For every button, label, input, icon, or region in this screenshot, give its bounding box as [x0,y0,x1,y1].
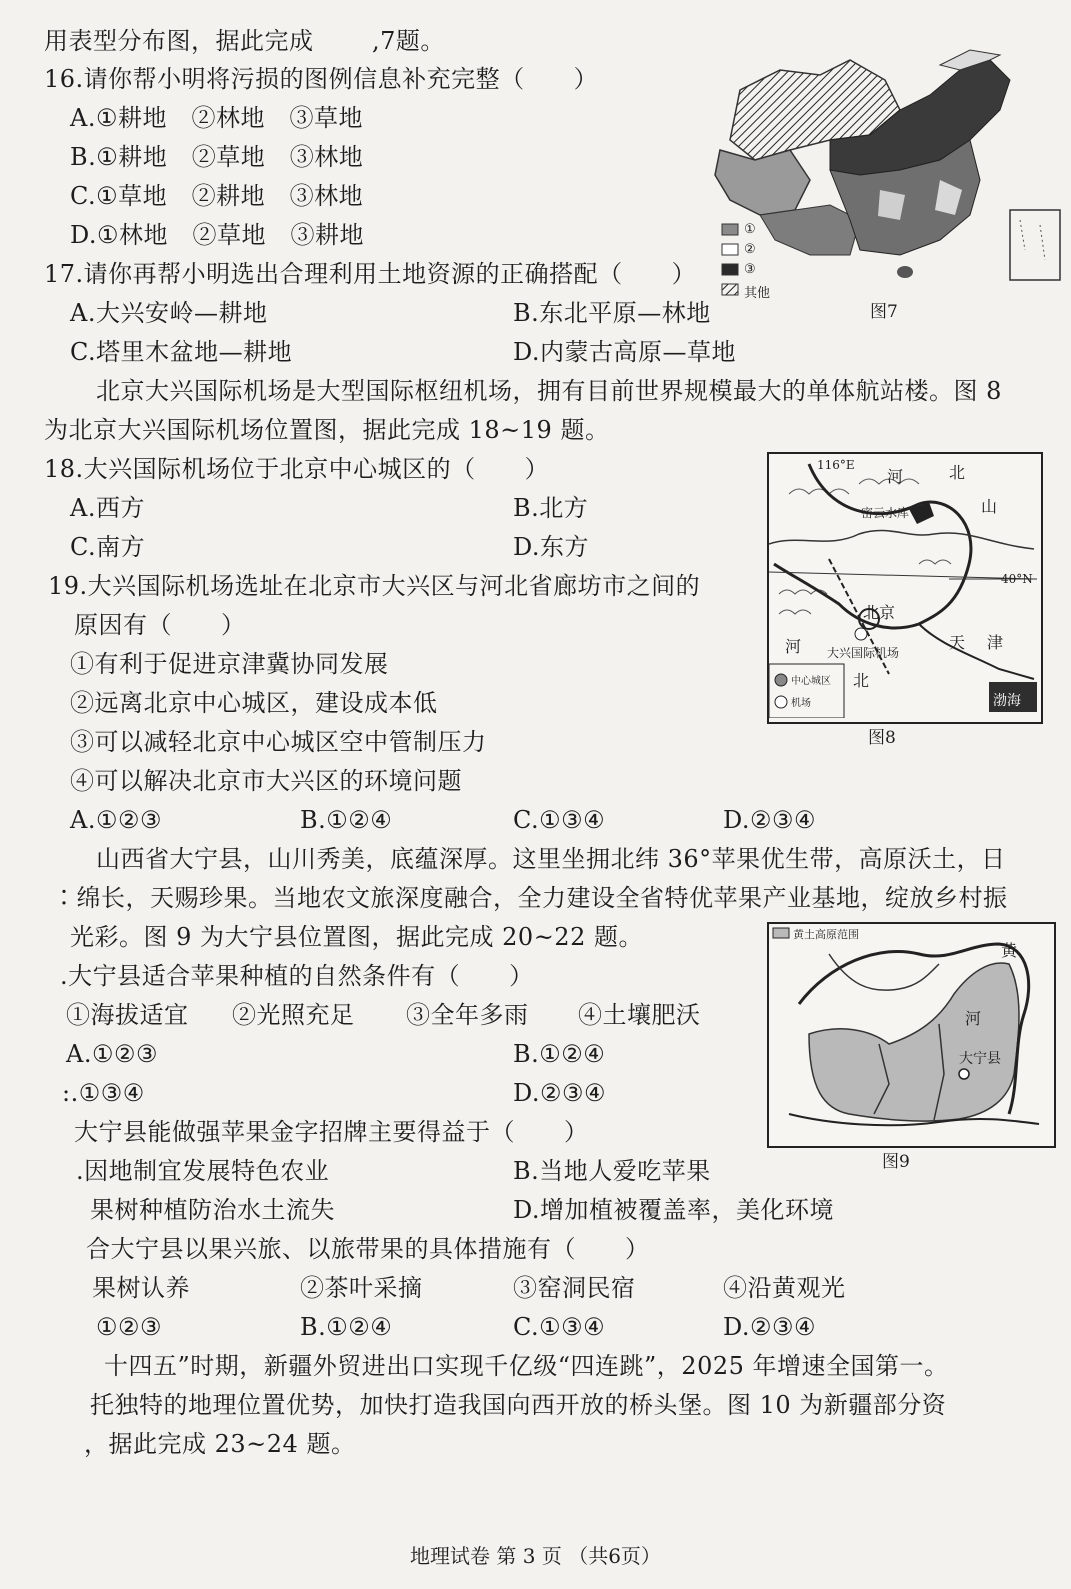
option-21a: .因地制宜发展特色农业 [76,1157,330,1185]
label-shan: 山 [981,497,998,516]
option-18b: B.北方 [513,494,589,522]
passage-xinjiang-3: ，据此完成 23~24 题。 [84,1430,356,1458]
passage-xinjiang-2: 托独特的地理位置优势，加快打造我国向西开放的桥头堡。图 10 为新疆部分资 [90,1391,947,1419]
option-19b: B.①②④ [300,806,393,834]
option-19c: C.①③④ [513,806,606,834]
option-20a: A.①②③ [66,1040,159,1068]
option-22b: B.①②④ [300,1313,393,1341]
option-18c: C.南方 [70,533,146,561]
question-18: 18.大兴国际机场位于北京中心城区的（ ） [44,455,550,483]
legend-airport: 机场 [791,698,811,709]
legend-loess-plateau: 黄土高原范围 [793,928,859,941]
condition-20-1: ①海拔适宜 [66,1001,189,1029]
statement-19-2: ②远离北京中心城区，建设成本低 [70,689,438,717]
figure-9-daning-map [767,922,1056,1148]
label-he: 河 [965,1009,982,1028]
legend-item-other: 其他 [744,286,771,301]
option-20c: :.①③④ [62,1079,145,1107]
option-20d: D.②③④ [513,1079,607,1107]
passage-daning-1: 山西省大宁县，山川秀美，底蕴深厚。这里坐拥北纬 36°苹果优生带，高原沃土，日 [96,845,1006,873]
legend-center-district: 中心城区 [791,676,831,687]
question-21: 大宁县能做强苹果金字招牌主要得益于（ ） [74,1118,589,1146]
measure-22-3: ③窑洞民宿 [513,1274,636,1302]
label-bei: 北 [949,463,966,482]
legend-item-2: ② [744,242,756,257]
option-17b: B.东北平原—林地 [513,299,711,327]
question-17: 17.请你再帮小明选出合理利用土地资源的正确搭配（ ） [44,260,697,288]
statement-19-1: ①有利于促进京津冀协同发展 [70,650,389,678]
label-miyun-reservoir: 密云水库 [861,506,910,520]
label-he-2: 河 [785,637,802,656]
condition-20-2: ②光照充足 [232,1001,355,1029]
option-16d: D.①林地 ②草地 ③耕地 [70,221,365,249]
legend-item-1: ① [744,222,756,237]
question-16: 16.请你帮小明将污损的图例信息补充完整（ ） [44,65,599,93]
statement-19-4: ④可以解决北京市大兴区的环境问题 [70,767,462,795]
option-19a: A.①②③ [70,806,163,834]
passage-airport-2: 为北京大兴国际机场位置图，据此完成 18~19 题。 [44,416,610,444]
condition-20-4: ④土壤肥沃 [578,1001,701,1029]
figure-8-caption: 图8 [868,728,896,748]
question-20: .大宁县适合苹果种植的自然条件有（ ） [60,962,534,990]
measure-22-4: ④沿黄观光 [723,1274,846,1302]
statement-19-3: ③可以减轻北京中心城区空中管制压力 [70,728,487,756]
label-40n: 40°N [1001,572,1033,586]
legend-item-3: ③ [744,262,756,277]
label-bohai: 渤海 [993,693,1021,709]
label-daning-county: 大宁县 [959,1051,1001,1067]
label-huang: 黄 [1001,941,1018,960]
option-22c: C.①③④ [513,1313,606,1341]
option-18a: A.西方 [70,494,145,522]
option-16b: B.①耕地 ②草地 ③林地 [70,143,364,171]
label-tian: 天 [949,633,966,652]
question-19: 19.大兴国际机场选址在北京市大兴区与河北省廊坊市之间的 [48,572,701,600]
figure-7-caption: 图7 [870,302,898,322]
figure-8-airport-map [767,452,1043,724]
option-17c: C.塔里木盆地—耕地 [70,338,293,366]
option-17a: A.大兴安岭—耕地 [70,299,268,327]
option-22a: ①②③ [96,1313,163,1341]
option-16c: C.①草地 ②耕地 ③林地 [70,182,364,210]
passage-daning-2: ∶绵长，天赐珍果。当地农文旅深度融合，全力建设全省特优苹果产业基地，绽放乡村振 [52,884,1008,912]
question-19-cont: 原因有（ ） [74,611,246,639]
label-jin: 津 [987,633,1004,652]
figure-9-caption: 图9 [882,1152,910,1172]
option-21d: D.增加植被覆盖率，美化环境 [513,1196,835,1224]
option-21c: 果树种植防治水土流失 [90,1196,335,1224]
label-he: 河 [887,467,904,486]
intro-line-tail: ,7题。 [372,27,445,55]
label-beijing: 北京 [863,603,896,622]
option-16a: A.①耕地 ②林地 ③草地 [70,104,363,132]
label-bei-2: 北 [853,671,870,690]
label-daxing-airport: 大兴国际机场 [827,646,900,660]
option-18d: D.东方 [513,533,590,561]
page-footer: 地理试卷 第 3 页 （共6页） [410,1544,661,1568]
intro-line: 用表型分布图，据此完成 [44,27,314,55]
measure-22-1: 果树认养 [92,1274,190,1302]
option-19d: D.②③④ [723,806,817,834]
option-17d: D.内蒙古高原—草地 [513,338,737,366]
option-20b: B.①②④ [513,1040,606,1068]
passage-daning-3: 光彩。图 9 为大宁县位置图，据此完成 20~22 题。 [70,923,643,951]
condition-20-3: ③全年多雨 [406,1001,529,1029]
option-21b: B.当地人爱吃苹果 [513,1157,711,1185]
passage-xinjiang-1: 十四五”时期，新疆外贸进出口实现千亿级“四连跳”，2025 年增速全国第一。 [104,1352,949,1380]
figure-7-landuse-map [700,40,1065,325]
measure-22-2: ②茶叶采摘 [300,1274,423,1302]
option-22d: D.②③④ [723,1313,817,1341]
question-22: 合大宁县以果兴旅、以旅带果的具体措施有（ ） [86,1235,650,1263]
label-116e: 116°E [817,458,855,472]
passage-airport-1: 北京大兴国际机场是大型国际枢纽机场，拥有目前世界规模最大的单体航站楼。图 8 [96,377,1002,405]
